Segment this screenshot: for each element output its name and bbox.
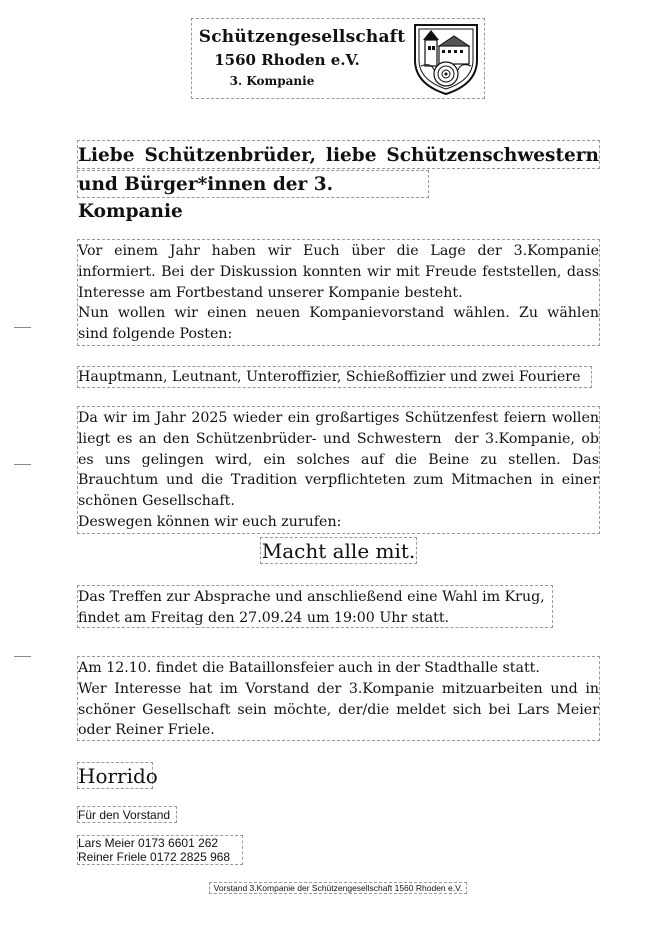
footer [209,882,467,894]
intro-paragraph [77,239,600,346]
positions-list [77,366,592,388]
margin-mark [14,327,31,328]
text-line: sind folgende Posten: [78,326,233,343]
text-line: schöner Gesellschaft sein möchte, der/die meldet sich bei Lars Meier [78,701,599,718]
salutation-line-2-box [77,170,429,222]
meeting-paragraph [77,585,553,628]
text-line: es uns gelingen wird, ein solches auf die Beine zu stellen. Das [78,451,599,468]
contact-line: Reiner Friele 0172 2825 968 [78,850,231,864]
contact-line: Lars Meier 0173 6601 262 [78,836,219,850]
text-line: Das Treffen zur Absprache und anschließend eine Wahl im Krug, [78,589,545,605]
closing-text: Horrido [78,764,158,788]
margin-mark [14,656,31,657]
text-line: Deswegen können wir euch zurufen: [78,513,342,530]
positions-text: Hauptmann, Leutnant, Unteroffizier, Schießoffizier und zwei Fouriere [78,369,581,385]
text-line: Wer Interesse hat im Vorstand der 3.Kompanie mitzuarbeiten und in [78,680,599,697]
text-line: informiert. Bei der Diskussion konnten wir mit Freude feststellen, dass [78,263,599,280]
text-line: findet am Freitag den 27.09.24 um 19:00 Uhr statt. [78,609,450,626]
closing-greeting [77,762,158,789]
call-to-action [260,537,417,564]
text-line: Vor einem Jahr haben wir Euch über die Lage der 3.Kompanie [78,243,599,259]
letterhead-org-city: 1560 Rhoden e.V. [214,51,360,69]
salutation-line-2: und Bürger*innen der 3. Kompanie [78,174,334,222]
text-line: oder Reiner Friele. [78,722,215,739]
letterhead-org-name: Schützengesellschaft [198,27,406,47]
text-line: Interesse am Fortbestand unserer Kompanie besteht. [78,284,463,301]
text-line: Da wir im Jahr 2025 wieder ein großartiges Schützenfest feiern wollen [78,410,599,426]
letterhead-company: 3. Kompanie [229,74,315,88]
battalion-paragraph [77,656,600,741]
text-line: Brauchtum und die Tradition verpflichteten zum Mitmachen in einer [78,472,599,489]
margin-mark [14,464,31,465]
signature-label-text: Für den Vorstand [78,808,171,822]
salutation-line-1: Liebe Schützenbrüder, liebe Schützenschwestern [78,145,599,166]
text-line: schönen Gesellschaft. [78,493,235,510]
salutation [77,140,600,169]
text-line: liegt es an den Schützenbrüder- und Schwestern der 3.Kompanie, ob [78,430,599,447]
contact-list [77,835,243,865]
letterhead [191,18,485,99]
text-line: Am 12.10. findet die Bataillonsfeier auch in der Stadthalle statt. [78,660,540,676]
call-to-action-text: Macht alle mit. [261,539,416,563]
signature-label [77,806,177,823]
festival-paragraph [77,406,600,534]
text-line: Nun wollen wir einen neuen Kompanievorstand wählen. Zu wählen [78,305,599,322]
crest-icon [411,22,481,96]
footer-text: Vorstand 3.Kompanie der Schützengesellschaft 1560 Rhoden e.V. [213,883,463,893]
